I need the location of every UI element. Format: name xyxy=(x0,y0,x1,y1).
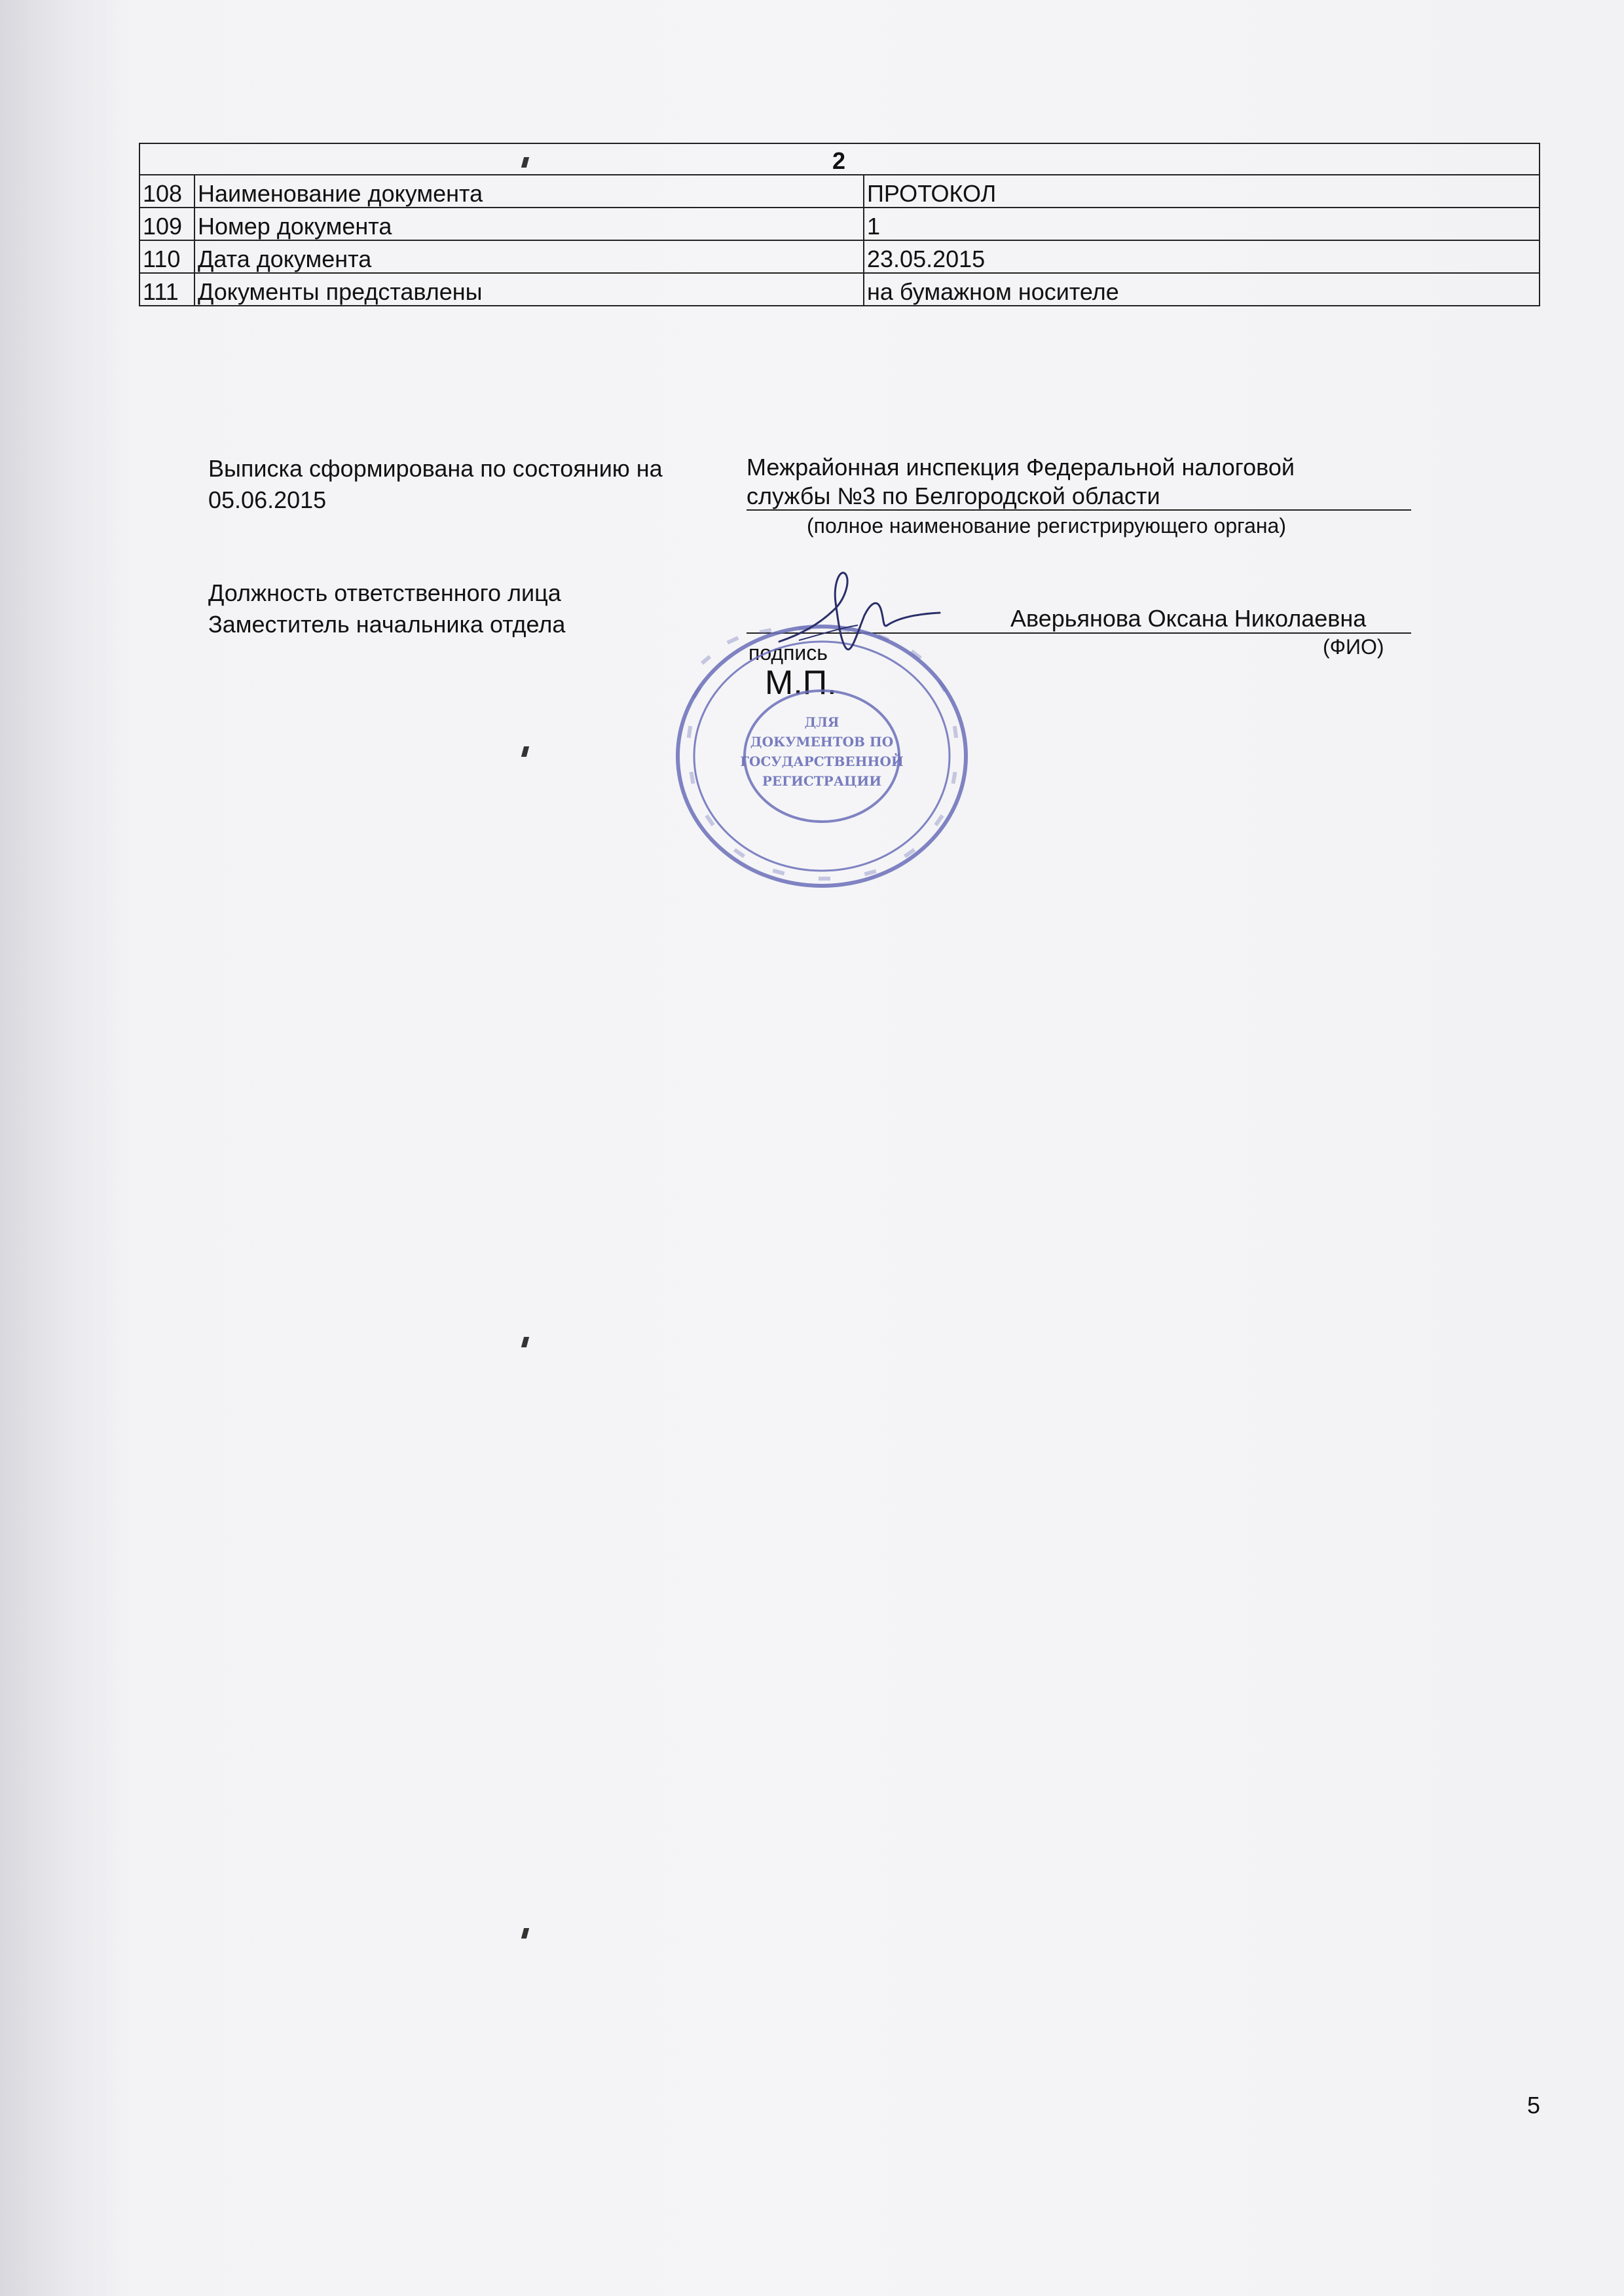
formed-label: Выписка сформирована по состоянию на xyxy=(208,455,663,482)
person-name: Аверьянова Оксана Николаевна xyxy=(1010,605,1367,632)
table-row xyxy=(139,273,1540,306)
row-number: 108 xyxy=(139,175,194,208)
position-label: Должность ответственного лица xyxy=(208,579,561,606)
row-value: ПРОТОКОЛ xyxy=(864,175,1540,208)
stamp-line-3: ГОСУДАРСТВЕННОЙ xyxy=(740,754,904,769)
row-value: 1 xyxy=(864,208,1540,240)
stamp-line-2: ДОКУМЕНТОВ ПО xyxy=(750,734,894,750)
row-name: Дата документа xyxy=(194,240,864,273)
binding-shadow xyxy=(0,0,131,2296)
scan-mark xyxy=(521,1928,529,1939)
row-value: 23.05.2015 xyxy=(864,240,1540,273)
scan-mark xyxy=(521,746,529,757)
scan-mark xyxy=(521,1337,529,1347)
row-number: 111 xyxy=(139,273,194,306)
authority-caption: (полное наименование регистрирующего органа) xyxy=(807,514,1286,538)
row-name: Наименование документа xyxy=(194,175,864,208)
stamp-line-4: РЕГИСТРАЦИИ xyxy=(762,773,882,789)
row-value: на бумажном носителе xyxy=(864,273,1540,306)
table-header-row xyxy=(139,143,1540,175)
registry-table xyxy=(139,143,1540,306)
authority-name-line1: Межрайонная инспекция Федеральной налоговой xyxy=(747,454,1295,481)
row-name: Номер документа xyxy=(194,208,864,240)
handwritten-signature xyxy=(773,563,943,668)
stamp-line-1: ДЛЯ xyxy=(804,714,840,730)
authority-name-line2: службы №3 по Белгородской области xyxy=(747,483,1160,509)
mp-label: М.П. xyxy=(765,664,837,702)
signature-caption: подпись xyxy=(748,641,828,665)
fio-caption: (ФИО) xyxy=(1323,635,1384,659)
row-number: 110 xyxy=(139,240,194,273)
formed-date: 05.06.2015 xyxy=(208,486,327,513)
row-number: 109 xyxy=(139,208,194,240)
table-row xyxy=(139,208,1540,240)
page-number: 5 xyxy=(1526,2092,1540,2119)
row-name: Документы представлены xyxy=(194,273,864,306)
table-header: 2 xyxy=(139,143,1540,175)
position-value: Заместитель начальника отдела xyxy=(208,611,566,638)
table-row xyxy=(139,175,1540,208)
table-row xyxy=(139,240,1540,273)
